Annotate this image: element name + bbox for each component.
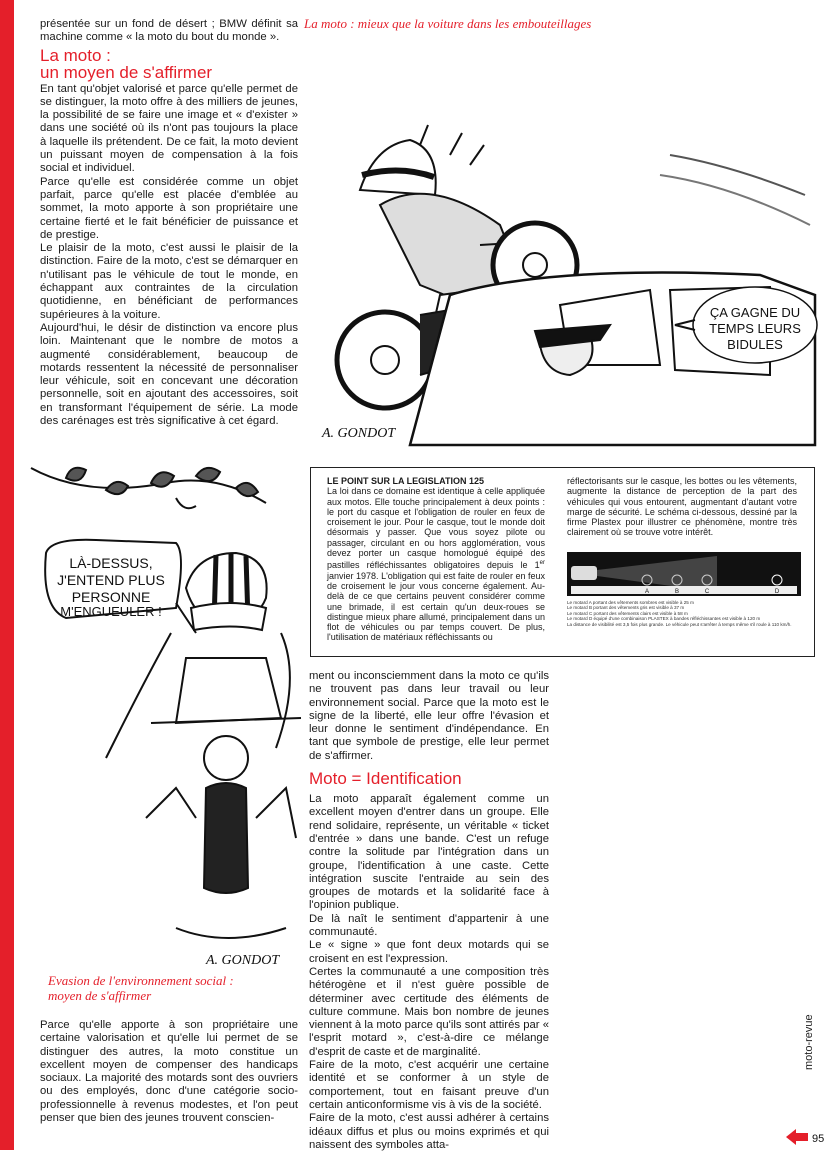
diagram-label: D [774, 589, 780, 595]
magazine-name: moto-revue [803, 1014, 815, 1070]
cartoon-moto-traffic-drawing [300, 115, 820, 455]
section-heading-affirmer [40, 47, 298, 81]
legend-line: Le motard B portant des vêtements gris est visible à 37 m [567, 605, 685, 611]
diagram-label: A [644, 589, 650, 595]
heading-line-1: La moto : [40, 45, 111, 65]
caption-line-1: Evasion de l'environnement social : [48, 973, 234, 988]
legend-line: Le motard A portant des vêtements sombres est visible à 25 m [567, 600, 694, 605]
page-number: 95 [812, 1133, 825, 1145]
bubble-line: M'ENGUEULER ! [60, 604, 162, 619]
legend-line: Le motard D équipé d'une combinaison PLASTEX à bandes réfléchissantes est visible à 120 m [567, 616, 761, 622]
visibility-diagram-drawing [567, 552, 801, 596]
cartoon-moto-freedom-drawing [26, 458, 306, 973]
legislation-title: LE POINT SUR LA LEGISLATION 125 [327, 476, 485, 486]
caption-line-2: moyen de s'affirmer [48, 988, 152, 1003]
bubble-line: LÀ-DESSUS, [69, 555, 153, 571]
bubble-line: BIDULES [727, 337, 783, 352]
artist-signature: A. GONDOT [206, 953, 280, 968]
legislation-column-2 [567, 476, 797, 538]
paragraph: Faire de la moto, c'est aussi adhérer à certains idéaux diffus et plus ou moins exprimés et qui naissent des symboles atta- [309, 1112, 549, 1151]
legend-line: Le motard C portant des vêtements clairs est visible à 58 m [567, 610, 688, 616]
red-arrow-icon [786, 1129, 808, 1145]
paragraph: Le plaisir de la moto, c'est aussi le plaisir de la distinction. Faire de la moto, c'est se démarquer en n'utilisant pas le véhicule de tout le monde, en échappant aux contraintes de la circulation quotidienne, en bénéficiant de performances supérieures à la voiture. [40, 242, 298, 321]
paragraph: Le « signe » que font deux motards qui se croisent en est l'expression. [309, 939, 549, 965]
legend-line: La distance de visibilité est 3,5 fois plus grande. Le véhicule peut s'arrêter à temps même s'il roule à 110 km/h. [567, 621, 792, 627]
legislation-text-b: janvier 1978. L'obligation qui est faite de rouler en feux de croisement le jour vous concerne également. Au-delà de ce que certains peuvent considérer comme une brimade, il est certain qu'un deux-roues se distingue mieux phare allumé, principalement dans un flot de véhicules ou par temps couvert. De plus, l'utilisation de matériaux réfléchissants ou [327, 570, 545, 643]
left-illustration-caption [48, 973, 298, 1003]
artist-signature: A. GONDOT [322, 426, 396, 441]
paragraph: ment ou inconsciemment dans la moto ce qu'ils ne trouvent pas dans leur travail ou leur environnement social. Parce que la moto est le signe de la liberté, elle leur offre l'évasion et leur donne le sentiment d'indépendance. En tant que symbole de prestige, elle leur permet de s'affirmer. [309, 670, 549, 762]
paragraph: Faire de la moto, c'est acquérir une certaine identité et se conformer à un style de comportement, tout en faisant preuve d'un certain anticonformisme vis à vis de la société. [309, 1059, 549, 1111]
intro-paragraph: présentée sur un fond de désert ; BMW définit sa machine comme « la moto du bout du monde ». [40, 18, 298, 44]
paragraph: De là naît le sentiment d'appartenir à une communauté. [309, 912, 549, 939]
paragraph: Certes la communauté a une composition très hétérogène et il n'est guère possible de déterminer avec certitude des éléments de culture commune. Mais bon nombre de jeunes viennent à la moto parce qu'ils sont attirés par « l'esprit motard », c'est-à-dire ce mélange d'esprit de caste et de marginalité. [309, 965, 549, 1058]
visibility-diagram [567, 552, 801, 596]
top-illustration-caption: La moto : mieux que la voiture dans les embouteillages [304, 16, 592, 31]
legislation-text-a: La loi dans ce domaine est identique à celle appliquée aux motos. Elle touche principalement à deux points : le port du casque et l'obligation de rouler en feux de croisement le jour. Pour le casque, tout le monde doit désormais y passer. Que vous soyez pilote ou passager, circulant en ou hors agglomération, vous devez porter un casque homologué équipé des pastilles réfléchissantes obligatoires depuis le 1 [327, 486, 545, 571]
left-column-top [40, 18, 298, 428]
paragraph: La moto apparaît également comme un excellent moyen d'entrer dans un groupe. Elle rend solidaire, représente, un véritable « ticket d'entrée » dans une bande. C'est un refuge contre la solitude par l'intégration dans un groupe, l'identification à une caste. Cette intégration suscite l'entraide au sein des groupes de motards et la solidarité face à l'opinion publique. [309, 793, 549, 912]
legislation-column-1 [327, 476, 545, 643]
diagram-label: B [674, 589, 680, 595]
page-edge-bar [0, 0, 14, 1150]
cartoon-moto-traffic [300, 115, 820, 455]
right-column [309, 670, 549, 1152]
legislation-box [310, 467, 815, 657]
paragraph: Parce qu'elle apporte à son propriétaire une certaine valorisation et qu'elle lui permet de se distinguer des autres, la moto constitue un excellent moyen de compenser des handicaps sociaux. La majorité des motards sont des ouvriers ou des employés, donc d'une catégorie socio-professionnelle à revenus modestes, et l'on peut penser que bien des jeunes trouvent conscien- [40, 1019, 298, 1125]
bubble-line: TEMPS LEURS [709, 321, 801, 336]
heading-line-2: un moyen de s'affirmer [40, 62, 213, 82]
left-column-bottom [40, 1019, 298, 1125]
bubble-line: ÇA GAGNE DU [709, 305, 801, 320]
section-heading-identification: Moto = Identification [309, 769, 462, 789]
bubble-line: J'ENTEND PLUS [57, 572, 165, 588]
superscript: er [539, 560, 545, 567]
legislation-text-c: réflectorisants sur le casque, les bottes ou les vêtements, augmente la distance de perception de la part des véhicules qui vous entourent, augmentant d'autant votre marge de sécurité. Le schéma ci-dessous, dessiné par la firme Plastex pour illustrer ce phénomène, montre très clairement où se trouve votre intérêt. [567, 476, 797, 538]
paragraph: Parce qu'elle est considérée comme un objet parfait, parce qu'elle est placée d'emblée au sommet, la moto apporte à son propriétaire une certaine fierté et le fait bénéficier de puissance et de prestige. [40, 175, 298, 241]
diagram-label: C [704, 589, 710, 595]
diagram-legend [567, 600, 801, 627]
cartoon-moto-freedom [26, 458, 306, 973]
paragraph: En tant qu'objet valorisé et parce qu'elle permet de se distinguer, la moto offre à des milliers de jeunes, la possibilité de se faire une image et « d'exister » dans une société où ils n'ont pas toujours la place à laquelle ils prétendent. De ce fait, la moto devient un puissant moyen de compensation à la fois social et individuel. [40, 82, 298, 175]
legislation-text [327, 486, 545, 642]
bubble-line: PERSONNE [71, 589, 151, 605]
paragraph: Aujourd'hui, le désir de distinction va encore plus loin. Maintenant que le nombre de motos a augmenté considérablement, beaucoup de motards ressentent la nécessité de personnaliser leur véhicule, soit en concevant une décoration personnelle, soit en ajoutant des accessoires, soit en transformant l'équipement de série. La mode des carénages est très significative à cet égard. [40, 321, 298, 428]
